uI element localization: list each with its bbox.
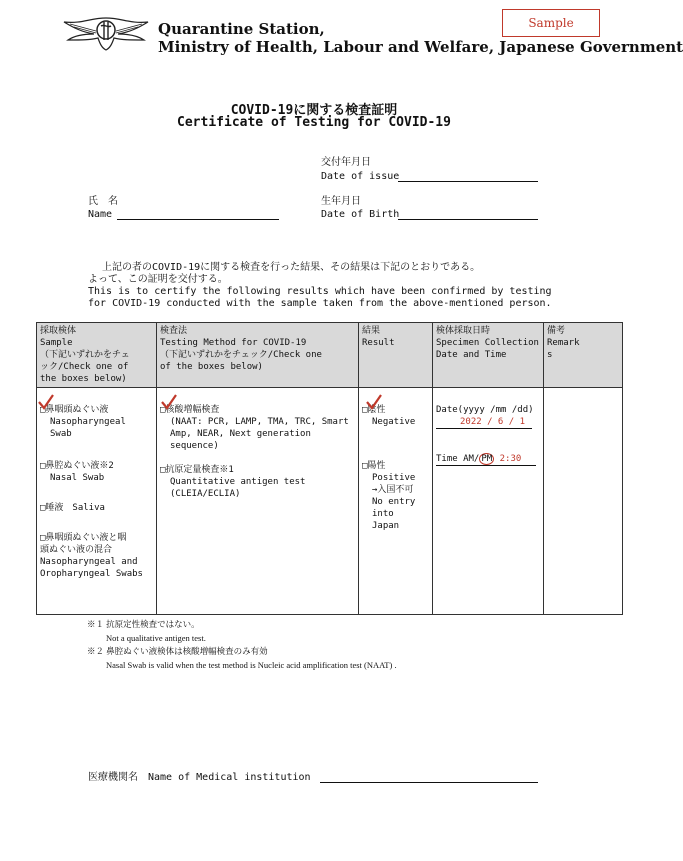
- header-date: 検体採取日時 Specimen Collection Date and Time: [433, 323, 544, 388]
- result-option-positive[interactable]: □陽性 Positive →入国不可 No entry into Japan: [362, 461, 416, 531]
- checkmark-icon: [365, 393, 383, 411]
- title-japanese: COVID-19に関する検査証明: [230, 103, 398, 118]
- quarantine-emblem-icon: [60, 14, 152, 56]
- checkmark-icon: [37, 393, 55, 411]
- test-result-table: [36, 322, 623, 615]
- checkmark-icon: [160, 393, 178, 411]
- result-cell: [359, 388, 433, 615]
- issue-date-field[interactable]: [398, 181, 538, 182]
- header-method: 検査法 Testing Method for COVID-19 （下記いずれかをチェック/Check one of the boxes below): [157, 323, 359, 388]
- method-option-antigen[interactable]: □抗原定量検査※1 Quantitative antigen test (CLEIA/ECLIA): [160, 465, 306, 499]
- header-sample: 採取検体 Sample （下記いずれかをチェ ック/Check one of the boxes below): [37, 323, 157, 388]
- collection-time-row[interactable]: [436, 453, 536, 466]
- result-option-negative[interactable]: □陰性 Negative: [362, 405, 416, 427]
- statement-en-1: This is to certify the following results which have been confirmed by testing: [88, 286, 552, 297]
- name-label-en: Name: [88, 209, 113, 220]
- issue-date-label-jp: 交付年月日: [321, 157, 371, 168]
- sample-stamp: Sample: [502, 9, 600, 37]
- statement-jp-2: よって、この証明を交付する。: [88, 274, 228, 285]
- birth-date-label-en: Date of Birth: [321, 209, 400, 220]
- sample-cell: [37, 388, 157, 615]
- birth-date-label-jp: 生年月日: [321, 196, 361, 207]
- collection-time-value: 2:30: [499, 454, 522, 464]
- statement-en-2: for COVID-19 conducted with the sample taken from the above-mentioned person.: [88, 298, 552, 309]
- institution-field[interactable]: [320, 782, 538, 783]
- remarks-cell[interactable]: [544, 388, 623, 615]
- title-english: Certificate of Testing for COVID-19: [177, 115, 451, 130]
- sample-option-nasopharyngeal[interactable]: □鼻咽頭ぬぐい液 Nasopharyngeal Swab: [40, 405, 126, 439]
- birth-date-field[interactable]: [398, 219, 538, 220]
- name-label-jp: 氏 名: [88, 196, 118, 207]
- note-2-en: Nasal Swab is valid when the test method is Nucleic acid amplification test (NAAT) .: [106, 660, 397, 670]
- note-1-en: Not a qualitative antigen test.: [106, 633, 206, 643]
- collection-date-value[interactable]: 2022 / 6 / 1: [436, 416, 532, 429]
- method-option-naat[interactable]: □核酸増幅検査 (NAAT: PCR, LAMP, TMA, TRC, Smart Amp, NEAR, Next generation sequence): [160, 405, 349, 451]
- time-label: Time AM/: [436, 454, 480, 464]
- note-1-jp: ※１ 抗原定性検査ではない。: [87, 619, 200, 629]
- organization-line-2: Ministry of Health, Labour and Welfare, Japanese Government: [158, 38, 683, 56]
- issue-date-label-en: Date of issue: [321, 171, 400, 182]
- institution-label: 医療機関名 Name of Medical institution: [88, 772, 311, 783]
- sample-option-saliva[interactable]: □唾液 Saliva: [40, 503, 105, 513]
- sample-option-nasal[interactable]: □鼻腔ぬぐい液※2 Nasal Swab: [40, 461, 114, 483]
- note-2-jp: ※２ 鼻腔ぬぐい液検体は核酸増幅検査のみ有効: [87, 646, 268, 656]
- organization-line-1: Quarantine Station,: [158, 20, 325, 38]
- header-remarks: 備考 Remark s: [544, 323, 623, 388]
- name-field[interactable]: [117, 219, 279, 220]
- method-cell: [157, 388, 359, 615]
- header-result: 結果 Result: [359, 323, 433, 388]
- statement-jp-1: 上記の者のCOVID-19に関する検査を行った結果、その結果は下記のとおりである。: [102, 262, 481, 273]
- date-label: Date(yyyy /mm /dd): [436, 405, 534, 415]
- pm-circle: PM: [481, 454, 493, 464]
- date-cell: [433, 388, 544, 615]
- sample-option-mixed[interactable]: □鼻咽頭ぬぐい液と咽 頭ぬぐい液の混合 Nasopharyngeal and Oropharyngeal Swabs: [40, 533, 143, 579]
